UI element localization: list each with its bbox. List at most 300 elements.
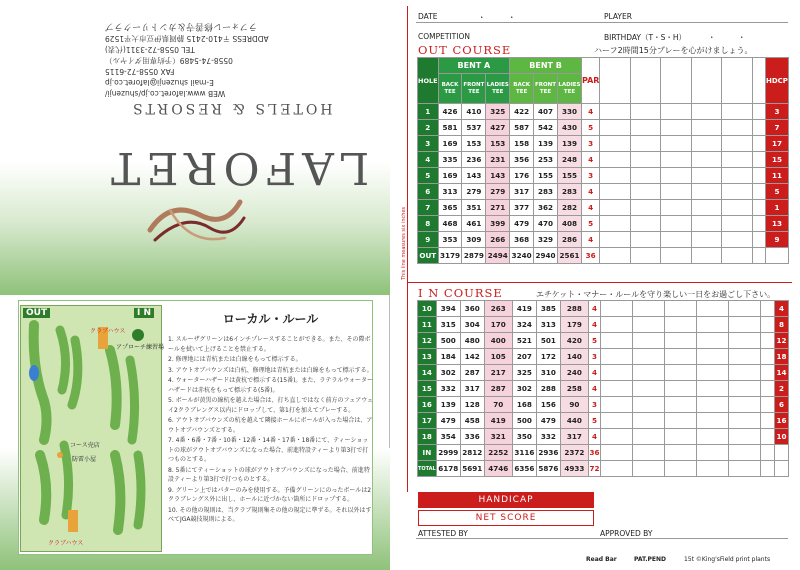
score-cell[interactable]: [752, 200, 765, 216]
table-row: [418, 317, 789, 333]
in-course-table: [417, 300, 789, 477]
front-tee-header: FRONT TEE: [534, 74, 558, 104]
cell-b-front: 329: [534, 232, 558, 248]
cell-b-front: 5876: [536, 461, 560, 477]
score-cell[interactable]: [697, 317, 729, 333]
score-cell[interactable]: [697, 397, 729, 413]
cell-par: 3: [581, 136, 599, 152]
cell-hdcp: 2: [775, 381, 789, 397]
read-bar-label: Read Bar: [586, 556, 617, 563]
score-cell[interactable]: [665, 349, 697, 365]
map-club-house-label: クラブハウス: [90, 328, 126, 335]
cell-b-ladies: 282: [557, 200, 581, 216]
cell-a-front: 128: [460, 397, 484, 413]
front-tee-header: FRONT TEE: [462, 74, 486, 104]
score-cell[interactable]: [661, 216, 691, 232]
cell-b-front: 139: [534, 136, 558, 152]
map-out-label: OUT: [23, 308, 50, 318]
score-cell[interactable]: [633, 365, 665, 381]
table-row: [418, 429, 789, 445]
rule-item: 4. ウォーターハザードは黄杭で標示する(15番)。また、ラテラルウォーターハザードは赤杭をもって標示する(5番)。: [168, 377, 373, 394]
score-cell[interactable]: [630, 136, 660, 152]
score-cell[interactable]: [691, 168, 721, 184]
cell-a-front: 461: [462, 216, 486, 232]
cell-b-ladies: 330: [557, 104, 581, 120]
cell-par: 36: [589, 445, 601, 461]
cell-a-front: 336: [460, 429, 484, 445]
cell-a-front: 537: [462, 120, 486, 136]
score-cell[interactable]: [722, 136, 752, 152]
score-col: [661, 58, 691, 104]
score-cell[interactable]: [601, 461, 633, 477]
score-cell[interactable]: [697, 301, 729, 317]
cell-a-front: 287: [460, 365, 484, 381]
cell-a-front: 2879: [462, 248, 486, 264]
score-cell[interactable]: [601, 445, 633, 461]
cell-par: 3: [589, 397, 601, 413]
score-col: [630, 58, 660, 104]
cell-b-front: 362: [534, 200, 558, 216]
score-cell[interactable]: [601, 317, 633, 333]
score-cell[interactable]: [665, 365, 697, 381]
score-cell[interactable]: [600, 216, 630, 232]
date-label: DATE: [418, 12, 438, 21]
cell-a-ladies: 105: [484, 349, 512, 365]
score-cell[interactable]: [601, 381, 633, 397]
map-approach-label: アプローチ練習場: [116, 344, 165, 351]
score-cell[interactable]: [697, 333, 729, 349]
score-cell[interactable]: [601, 349, 633, 365]
score-cell[interactable]: [752, 168, 765, 184]
cell-a-ladies: 231: [486, 152, 510, 168]
cell-b-ladies: 430: [557, 120, 581, 136]
address-line: E-mail shuzenji@laforet.co.jp: [105, 78, 214, 87]
cell-hole: 11: [418, 317, 437, 333]
cell-a-ladies: 70: [484, 397, 512, 413]
score-cell[interactable]: [630, 216, 660, 232]
cell-b-ladies: 179: [560, 317, 588, 333]
cell-hole: 17: [418, 413, 437, 429]
score-cell[interactable]: [633, 349, 665, 365]
score-cell[interactable]: [630, 168, 660, 184]
cell-par: 4: [589, 365, 601, 381]
cell-b-front: 332: [536, 429, 560, 445]
score-cell[interactable]: [600, 232, 630, 248]
table-row: [418, 365, 789, 381]
hdcp-header: HDCP: [765, 58, 788, 104]
score-cell[interactable]: [752, 232, 765, 248]
cell-a-ladies: 325: [486, 104, 510, 120]
score-cell[interactable]: [665, 333, 697, 349]
score-cell[interactable]: [761, 365, 775, 381]
score-cell[interactable]: [761, 397, 775, 413]
score-cell[interactable]: [633, 333, 665, 349]
score-cell[interactable]: [601, 333, 633, 349]
cell-a-ladies: 153: [486, 136, 510, 152]
score-cell[interactable]: [761, 429, 775, 445]
score-cell[interactable]: [633, 461, 665, 477]
cell-b-ladies: 2372: [560, 445, 588, 461]
score-cell[interactable]: [752, 152, 765, 168]
cell-hole: 7: [418, 200, 439, 216]
score-cell[interactable]: [661, 168, 691, 184]
score-cell[interactable]: [722, 200, 752, 216]
cell-b-ladies: 2561: [557, 248, 581, 264]
score-cell[interactable]: [697, 413, 729, 429]
cell-a-front: 360: [460, 301, 484, 317]
score-cell[interactable]: [633, 429, 665, 445]
cell-a-ladies: 266: [486, 232, 510, 248]
cell-par: 3: [589, 349, 601, 365]
approved-label: APPROVED BY: [600, 529, 653, 538]
cell-b-ladies: 408: [557, 216, 581, 232]
map-club-house-bottom-label: クラブハウス: [48, 540, 84, 547]
cell-hdcp: 10: [775, 429, 789, 445]
cell-a-back: 3179: [438, 248, 462, 264]
cell-hole: 5: [418, 168, 439, 184]
header-divider: [416, 22, 788, 23]
cell-a-front: 236: [462, 152, 486, 168]
cell-b-front: 407: [534, 104, 558, 120]
cell-a-back: 500: [436, 333, 460, 349]
table-row: [418, 152, 789, 168]
score-cell[interactable]: [630, 120, 660, 136]
rule-item: 3. アウトオブバウンズは白杭、修理地は青杭または白線をもって標示する。: [168, 366, 373, 374]
score-cell[interactable]: [691, 232, 721, 248]
cell-hole: 3: [418, 136, 439, 152]
cell-a-ladies: 263: [484, 301, 512, 317]
cell-b-back: 317: [510, 184, 534, 200]
cell-b-front: 542: [534, 120, 558, 136]
cell-b-back: 325: [512, 365, 536, 381]
score-cell[interactable]: [752, 216, 765, 232]
score-cell[interactable]: [752, 184, 765, 200]
score-cell[interactable]: [697, 381, 729, 397]
score-col: [691, 58, 721, 104]
score-cell[interactable]: [729, 445, 761, 461]
cell-par: 4: [581, 200, 599, 216]
score-cell[interactable]: [665, 413, 697, 429]
score-cell[interactable]: [665, 461, 697, 477]
score-cell[interactable]: [665, 429, 697, 445]
table-row: [418, 136, 789, 152]
score-cell[interactable]: [661, 248, 691, 264]
table-row: [418, 381, 789, 397]
cell-hole: 8: [418, 216, 439, 232]
score-cell[interactable]: [752, 136, 765, 152]
score-cell[interactable]: [630, 248, 660, 264]
score-cell[interactable]: [661, 104, 691, 120]
cell-a-back: 354: [436, 429, 460, 445]
score-cell[interactable]: [729, 461, 761, 477]
score-cell[interactable]: [630, 232, 660, 248]
score-cell[interactable]: [691, 152, 721, 168]
score-cell[interactable]: [722, 168, 752, 184]
cell-hdcp: 8: [775, 317, 789, 333]
local-rules-list: [168, 335, 373, 525]
address-line: ラフォーレ修善寺＆カントリークラブ: [105, 21, 258, 31]
cell-hdcp: 3: [765, 104, 788, 120]
address-line: FAX 0558-72-6115: [105, 67, 175, 76]
score-cell[interactable]: [697, 445, 729, 461]
score-cell[interactable]: [633, 381, 665, 397]
cell-b-front: 288: [536, 381, 560, 397]
cell-b-ladies: 317: [560, 429, 588, 445]
cell-b-back: 521: [512, 333, 536, 349]
cell-a-back: 365: [438, 200, 462, 216]
score-cell[interactable]: [661, 200, 691, 216]
cell-hdcp: 17: [765, 136, 788, 152]
player-label: PLAYER: [604, 12, 632, 21]
score-cell[interactable]: [601, 429, 633, 445]
table-row: [418, 333, 789, 349]
score-cell[interactable]: [600, 136, 630, 152]
cell-a-ladies: 279: [486, 184, 510, 200]
score-cell[interactable]: [761, 381, 775, 397]
cell-b-front: 155: [534, 168, 558, 184]
cell-a-back: 315: [436, 317, 460, 333]
score-cell[interactable]: [729, 397, 761, 413]
score-cell[interactable]: [600, 248, 630, 264]
cell-b-ladies: 288: [560, 301, 588, 317]
score-cell[interactable]: [729, 429, 761, 445]
cell-hole: 14: [418, 365, 437, 381]
cell-a-front: 304: [460, 317, 484, 333]
cell-par: 4: [581, 152, 599, 168]
score-cell[interactable]: [729, 349, 761, 365]
competition-label: COMPETITION: [418, 32, 470, 41]
cell-b-ladies: 440: [560, 413, 588, 429]
cell-a-ladies: 4746: [484, 461, 512, 477]
score-cell[interactable]: [661, 120, 691, 136]
cell-a-front: 279: [462, 184, 486, 200]
pat-pend-label: PAT.PEND: [634, 556, 666, 563]
cell-hdcp: 1: [765, 200, 788, 216]
cell-b-back: 6356: [512, 461, 536, 477]
cell-a-back: 169: [438, 136, 462, 152]
hole-header: HOLE: [418, 58, 439, 104]
bent-b-header: BENT B: [510, 58, 582, 74]
score-cell[interactable]: [697, 461, 729, 477]
cell-a-ladies: 400: [484, 333, 512, 349]
cell-b-back: 302: [512, 381, 536, 397]
score-cell[interactable]: [633, 317, 665, 333]
cell-b-ladies: 420: [560, 333, 588, 349]
local-rules-title: ローカル・ルール: [222, 312, 319, 326]
score-cell[interactable]: [601, 397, 633, 413]
score-cell[interactable]: [665, 301, 697, 317]
cell-a-front: 153: [462, 136, 486, 152]
printer-label: 15t ©King'sField print plants: [684, 556, 771, 563]
cell-b-back: 3240: [510, 248, 534, 264]
score-cell[interactable]: [601, 413, 633, 429]
cell-b-back: 479: [510, 216, 534, 232]
measure-line: [407, 6, 408, 492]
cell-hole: 2: [418, 120, 439, 136]
cell-a-ladies: 143: [486, 168, 510, 184]
cell-par: 4: [581, 184, 599, 200]
cell-b-back: 500: [512, 413, 536, 429]
score-cell[interactable]: [722, 104, 752, 120]
cell-a-back: 184: [436, 349, 460, 365]
score-cell[interactable]: [729, 381, 761, 397]
score-cell[interactable]: [697, 365, 729, 381]
table-row: [418, 461, 789, 477]
cell-a-back: 335: [438, 152, 462, 168]
score-cell[interactable]: [661, 184, 691, 200]
score-cell[interactable]: [600, 200, 630, 216]
address-line: ADDRESS 〒410-2415 静岡県伊豆市大平1529: [105, 34, 269, 43]
cell-a-back: 581: [438, 120, 462, 136]
score-cell[interactable]: [691, 200, 721, 216]
cell-par: 4: [589, 429, 601, 445]
cell-par: 5: [589, 333, 601, 349]
score-cell[interactable]: [761, 461, 775, 477]
cell-a-back: 468: [438, 216, 462, 232]
score-cell[interactable]: [661, 136, 691, 152]
cell-par: 72: [589, 461, 601, 477]
score-cell[interactable]: [633, 301, 665, 317]
table-row: [418, 301, 789, 317]
cell-a-front: 317: [460, 381, 484, 397]
cell-b-ladies: 283: [557, 184, 581, 200]
cell-b-front: 283: [534, 184, 558, 200]
cell-hdcp: 15: [765, 152, 788, 168]
cell-b-front: 385: [536, 301, 560, 317]
score-cell[interactable]: [691, 216, 721, 232]
score-cell[interactable]: [665, 445, 697, 461]
measure-text: This line measures six inches: [401, 206, 407, 280]
score-cell[interactable]: [722, 216, 752, 232]
score-cell[interactable]: [630, 200, 660, 216]
score-cell[interactable]: [761, 349, 775, 365]
cell-b-back: 377: [510, 200, 534, 216]
birthday-label: BIRTHDAY（T・S・H）: [604, 33, 686, 42]
out-course-rows: [418, 104, 789, 264]
score-cell[interactable]: [633, 413, 665, 429]
score-cell[interactable]: [691, 136, 721, 152]
score-cell[interactable]: [601, 365, 633, 381]
cell-b-back: 168: [512, 397, 536, 413]
cell-b-ladies: 286: [557, 232, 581, 248]
score-cell[interactable]: [601, 301, 633, 317]
score-cell[interactable]: [752, 248, 765, 264]
score-cell[interactable]: [722, 152, 752, 168]
score-cell[interactable]: [630, 184, 660, 200]
cell-b-front: 2936: [536, 445, 560, 461]
map-rest-house-label: 防雷小屋: [72, 456, 97, 463]
cell-b-back: 3116: [512, 445, 536, 461]
rule-item: 6. アウトオブバウンズの杭を越えて隣接ホールにボールが入った場合は、アウトオブバウンズとする。: [168, 417, 373, 434]
address-line: TEL 0558-72-3311(代表): [105, 45, 195, 54]
cell-a-back: 302: [436, 365, 460, 381]
score-cell[interactable]: [661, 232, 691, 248]
cell-a-back: 139: [436, 397, 460, 413]
score-cell[interactable]: [729, 317, 761, 333]
score-cell[interactable]: [630, 104, 660, 120]
score-cell[interactable]: [761, 445, 775, 461]
score-cell[interactable]: [600, 104, 630, 120]
cell-hole: 18: [418, 429, 437, 445]
birthday-dots: ・ ・: [708, 33, 746, 42]
score-cell[interactable]: [722, 248, 752, 264]
map-in-label: I N: [134, 308, 154, 318]
cell-a-front: 351: [462, 200, 486, 216]
cell-hole: 12: [418, 333, 437, 349]
map-course-shop-label: コース売店: [70, 442, 100, 449]
cell-a-back: 353: [438, 232, 462, 248]
score-cell[interactable]: [722, 232, 752, 248]
score-cell[interactable]: [665, 381, 697, 397]
cell-b-ladies: 140: [560, 349, 588, 365]
score-cell[interactable]: [761, 333, 775, 349]
cell-b-back: 422: [510, 104, 534, 120]
score-cell[interactable]: [600, 168, 630, 184]
cell-a-back: 169: [438, 168, 462, 184]
local-rules: [168, 310, 373, 526]
cell-par: 5: [581, 216, 599, 232]
score-cell[interactable]: [729, 333, 761, 349]
score-cell[interactable]: [665, 317, 697, 333]
score-col: [722, 58, 752, 104]
table-row: [418, 104, 789, 120]
score-cell[interactable]: [600, 120, 630, 136]
score-cell[interactable]: [752, 120, 765, 136]
ladies-tee-header: LADIES TEE: [486, 74, 510, 104]
cell-a-front: 143: [462, 168, 486, 184]
out-course-note: ハーフ2時間15分プレーを心がけましょう。: [594, 46, 753, 55]
cell-b-back: 324: [512, 317, 536, 333]
address-line: WEB www.laforet.co.jp/shuzenji/: [105, 89, 226, 98]
cell-b-back: 587: [510, 120, 534, 136]
rule-item: 1. スルーザグリーンは6インチプレースすることができる。また、その際ボールを拭いて上げることを禁止する。: [168, 336, 371, 353]
score-cell[interactable]: [722, 184, 752, 200]
score-cell[interactable]: [729, 365, 761, 381]
score-cell[interactable]: [729, 301, 761, 317]
score-cell[interactable]: [729, 413, 761, 429]
brand-subtitle: HOTELS & RESORTS: [130, 100, 333, 116]
cell-a-ladies: 217: [484, 365, 512, 381]
cell-hole: OUT: [418, 248, 439, 264]
score-cell[interactable]: [761, 413, 775, 429]
score-cell[interactable]: [691, 184, 721, 200]
cell-hdcp: [765, 248, 788, 264]
cell-hdcp: [775, 445, 789, 461]
score-cell[interactable]: [661, 152, 691, 168]
score-cell[interactable]: [761, 301, 775, 317]
cell-b-back: 350: [512, 429, 536, 445]
score-cell[interactable]: [722, 120, 752, 136]
ladies-tee-header: LADIES TEE: [557, 74, 581, 104]
score-cell[interactable]: [600, 184, 630, 200]
cell-hdcp: 14: [775, 365, 789, 381]
score-cell[interactable]: [691, 248, 721, 264]
score-cell[interactable]: [630, 152, 660, 168]
score-cell[interactable]: [752, 104, 765, 120]
score-cell[interactable]: [761, 317, 775, 333]
score-cell[interactable]: [633, 397, 665, 413]
cell-hole: 4: [418, 152, 439, 168]
score-cell[interactable]: [665, 397, 697, 413]
score-cell[interactable]: [600, 152, 630, 168]
score-cell[interactable]: [697, 349, 729, 365]
score-cell[interactable]: [633, 445, 665, 461]
score-cell[interactable]: [691, 120, 721, 136]
rule-item: 2. 修理地には青杭または白線をもって標示する。: [168, 356, 302, 363]
laforet-logo-icon: [140, 190, 250, 250]
score-cell[interactable]: [691, 104, 721, 120]
score-cell[interactable]: [697, 429, 729, 445]
